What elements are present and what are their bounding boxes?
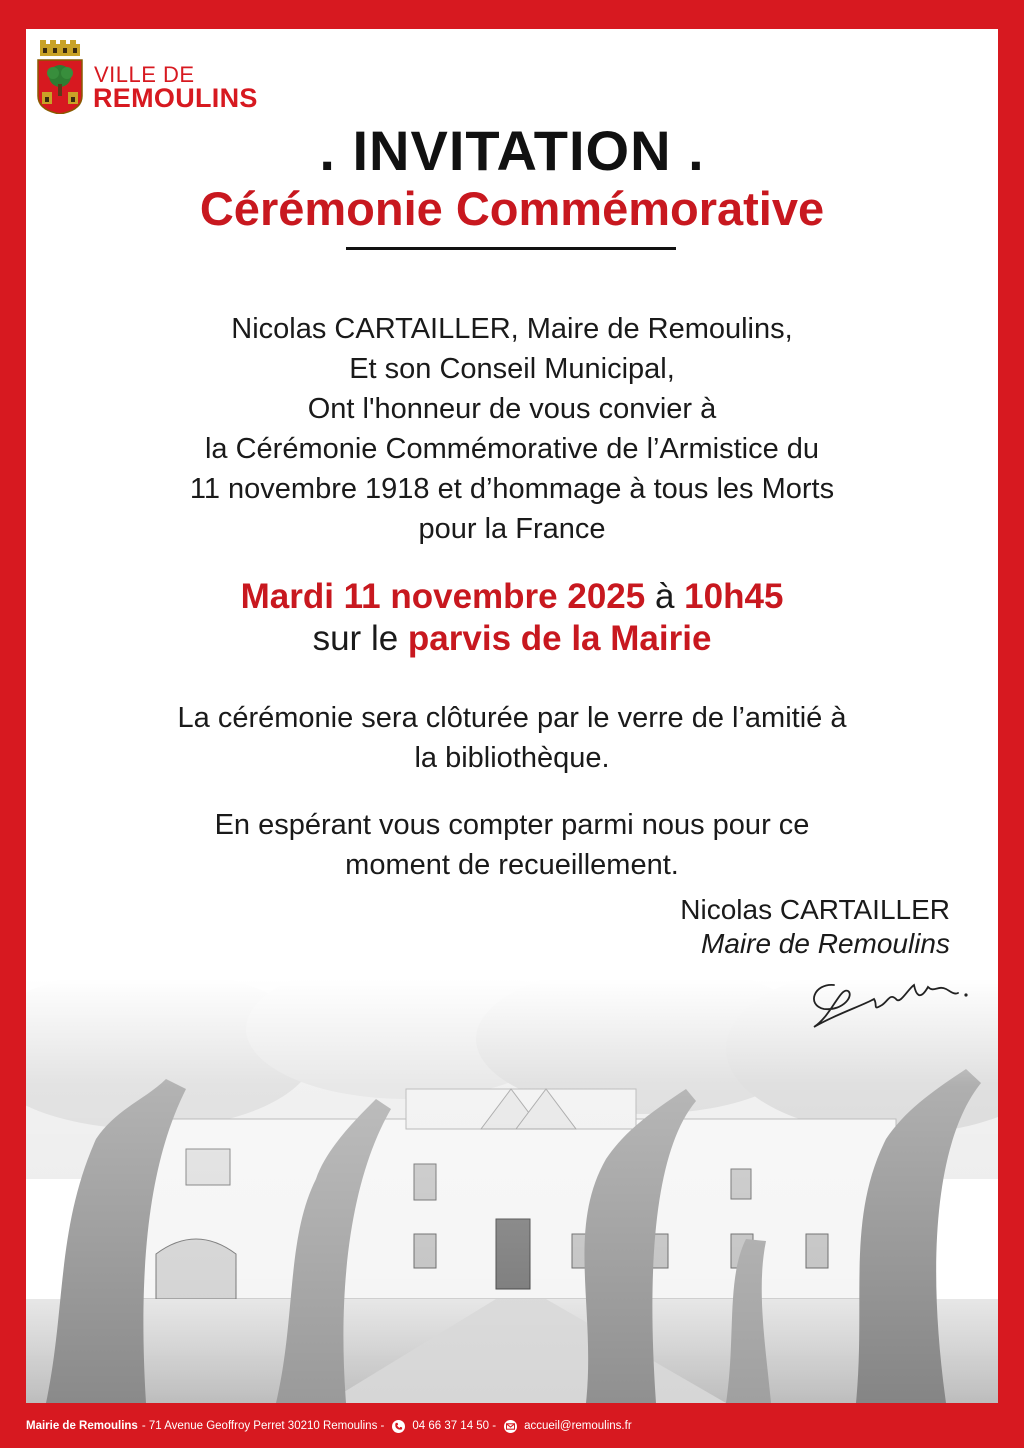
closing-paragraph-hope [26, 805, 998, 885]
logo-text-line1: VILLE DE [94, 62, 195, 87]
mayor-signature [804, 965, 974, 1035]
event-connector: à [654, 577, 675, 616]
body-line: pour la France [418, 513, 606, 545]
footer-address: - 71 Avenue Geoffroy Perret 30210 Remoulins - [141, 1420, 385, 1432]
phone-icon [392, 1420, 405, 1433]
body-line: Nicolas CARTAILLER, Maire de Remoulins, [231, 313, 793, 345]
mail-icon [504, 1420, 517, 1433]
closing-line: la bibliothèque. [414, 742, 610, 774]
closing-line: moment de recueillement. [345, 849, 679, 881]
body-line: 11 novembre 1918 et d’hommage à tous les Morts [189, 473, 835, 505]
closing-paragraph-reception [26, 698, 998, 778]
invitation-title: . INVITATION . [319, 119, 705, 182]
body-line: Et son Conseil Municipal, [349, 353, 675, 385]
event-place-line [26, 618, 998, 660]
footer-phone[interactable]: 04 66 37 14 50 - [412, 1420, 497, 1432]
logo-text-line2: REMOULINS [93, 83, 258, 113]
signer-role: Maire de Remoulins [701, 928, 950, 959]
footer-email[interactable]: accueil@remoulins.fr [524, 1420, 632, 1432]
signer-name: Nicolas CARTAILLER [680, 894, 950, 925]
event-details [26, 576, 998, 660]
body-line: Ont l'honneur de vous convier à [307, 393, 717, 425]
footer-org: Mairie de Remoulins [26, 1420, 138, 1432]
closing-line: La cérémonie sera clôturée par le verre de l’amitié à [177, 702, 847, 734]
invitation-body [26, 309, 998, 549]
town-hall-illustration [26, 979, 998, 1403]
closing-line: En espérant vous compter parmi nous pour ce [214, 809, 810, 841]
town-logo [34, 38, 304, 114]
event-date: Mardi 11 novembre 2025 [240, 577, 646, 616]
signer-block [680, 893, 950, 961]
town-crest-icon [34, 38, 86, 114]
body-line: la Cérémonie Commémorative de l’Armistice du [204, 433, 820, 465]
event-time: 10h45 [684, 577, 784, 616]
event-place: parvis de la Mairie [407, 619, 712, 658]
title-divider [346, 247, 676, 250]
invitation-sheet [26, 29, 998, 1403]
invitation-subtitle: Cérémonie Commémorative [199, 182, 825, 235]
page-footer [26, 1404, 998, 1448]
event-place-prefix: sur le [312, 619, 399, 658]
event-date-time [26, 576, 998, 618]
